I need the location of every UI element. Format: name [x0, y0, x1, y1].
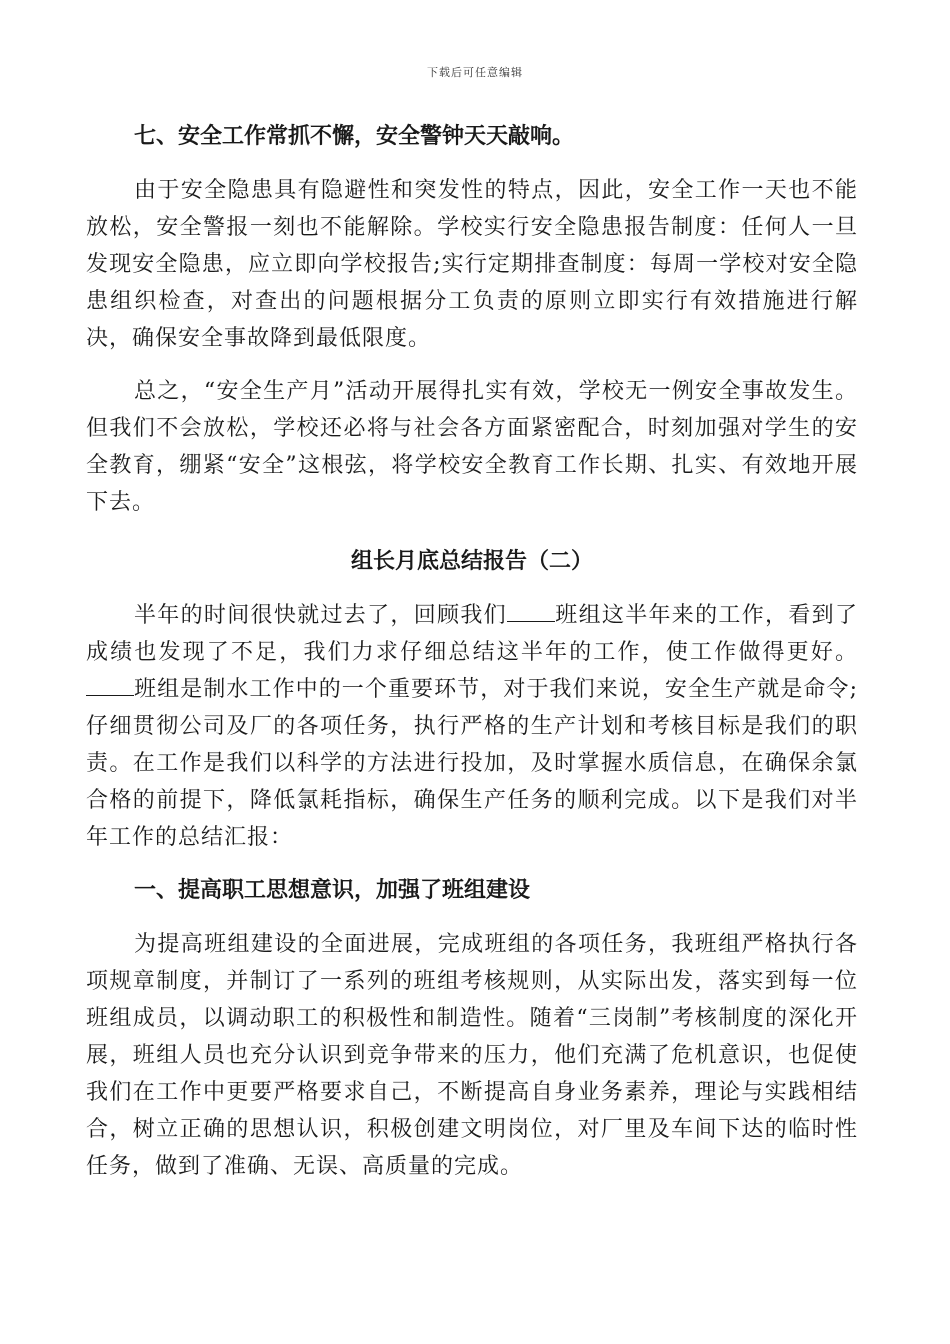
- fill-in-blank: [507, 603, 555, 622]
- document-body: [86, 118, 858, 1201]
- fill-in-blank: [86, 677, 134, 696]
- section-1-heading: 一、提高职工思想意识，加强了班组建设: [134, 878, 531, 903]
- section-7-paragraph: 由于安全隐患具有隐避性和突发性的特点，因此，安全工作一天也不能放松，安全警报一刻也不能解除。学校实行安全隐患报告制度：任何人一旦发现安全隐患，应立即向学校报告;实行定期排查制度：每周一学校对安全隐患组织检查，对查出的问题根据分工负责的原则立即实行有效措施进行解决，确保安全事故降到最低限度。: [86, 178, 858, 351]
- intro-text-part-2: 班组这半年来的工作，看到了成绩也发现了不足，我们力求仔细总结这半年的工作，使工作做得更好。: [86, 603, 858, 665]
- section-7-heading: 七、安全工作常抓不懈，安全警钟天天敲响。: [134, 124, 575, 149]
- conclusion-paragraph: 总之，“安全生产月”活动开展得扎实有效，学校无一例安全事故发生。但我们不会放松，学校还必将与社会各方面紧密配合，时刻加强对学生的安全教育，绷紧“安全”这根弦，将学校安全教育工作长期、扎实、有效地开展下去。: [86, 379, 858, 515]
- header-note: 下载后可任意编辑: [427, 66, 523, 79]
- report-title: 组长月底总结报告（二）: [350, 549, 593, 574]
- section-1-paragraph: 为提高班组建设的全面进展，完成班组的各项任务，我班组严格执行各项规章制度，并制订了一系列的班组考核规则，从实际出发，落实到每一位班组成员，以调动职工的积极性和制造性。随着“三岗制”考核制度的深化开展，班组人员也充分认识到竞争带来的压力，他们充满了危机意识，也促使我们在工作中更要严格要求自己，不断提高自身业务素养，理论与实践相结合，树立正确的思想认识，积极创建文明岗位，对厂里及车间下达的临时性任务，做到了准确、无误、高质量的完成。: [86, 932, 858, 1179]
- intro-text-part-3: 班组是制水工作中的一个重要环节，对于我们来说，安全生产就是命令;仔细贯彻公司及厂的各项任务，执行严格的生产计划和考核目标是我们的职责。在工作是我们以科学的方法进行投加，及时掌握水质信息，在确保余氯合格的前提下，降低氯耗指标，确保生产任务的顺利完成。以下是我们对半年工作的总结汇报：: [86, 677, 858, 850]
- report-intro-paragraph: [86, 597, 858, 856]
- intro-text-part-1: 半年的时间很快就过去了，回顾我们: [134, 603, 507, 628]
